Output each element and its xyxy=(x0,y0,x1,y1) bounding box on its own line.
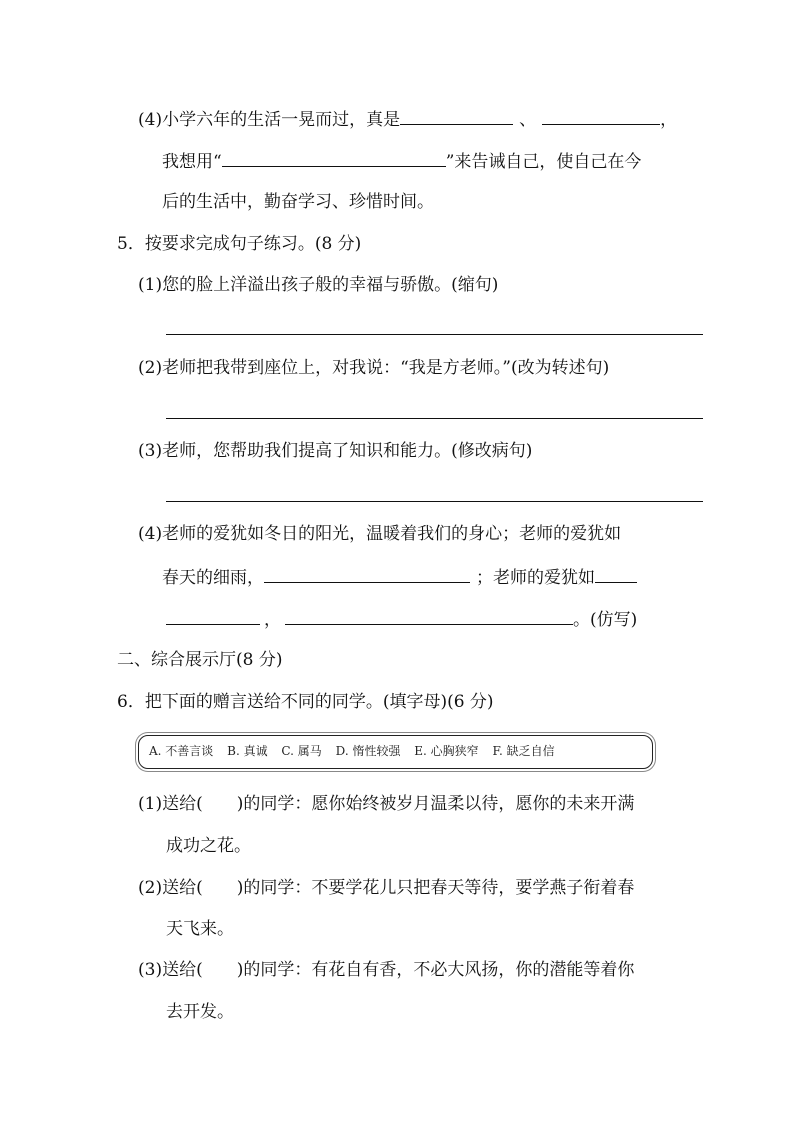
option-d: D. 惰性较强 xyxy=(335,744,401,758)
option-c: C. 属马 xyxy=(281,744,322,758)
q4-4-line3: 后的生活中，勤奋学习、珍惜时间。 xyxy=(162,192,434,212)
q6-item-3-line1: (3)送给( )的同学：有花自有香，不必大风扬，你的潜能等着你 xyxy=(138,960,635,980)
fill-blank-4[interactable] xyxy=(264,564,470,583)
option-b: B. 真诚 xyxy=(227,744,268,758)
q6-item-1-line2: 成功之花。 xyxy=(166,836,251,856)
section-2-title: 二、综合展示厅(8 分) xyxy=(117,650,283,670)
answer-line-2[interactable] xyxy=(166,418,703,419)
q5-item-4-line1: (4)老师的爱犹如冬日的阳光，温暖着我们的身心；老师的爱犹如 xyxy=(138,524,622,544)
q6-item-1-line1: (1)送给( )的同学：愿你始终被岁月温柔以待，愿你的未来开满 xyxy=(138,794,635,814)
option-a: A. 不善言谈 xyxy=(149,744,214,758)
fill-blank-5[interactable] xyxy=(595,564,637,583)
fill-blank-2[interactable] xyxy=(542,106,660,125)
q5-item-1: (1)您的脸上洋溢出孩子般的幸福与骄傲。(缩句) xyxy=(138,275,499,295)
option-f: F. 缺乏自信 xyxy=(492,744,555,758)
q5-item-3: (3)老师，您帮助我们提高了知识和能力。(修改病句) xyxy=(138,441,533,461)
q6-title: 6．把下面的赠言送给不同的同学。(填字母)(6 分) xyxy=(117,692,494,712)
options-box xyxy=(138,735,653,769)
answer-line-3[interactable] xyxy=(166,501,703,502)
q4-4-line2: 我想用“ ”来告诫自己，使自己在今 xyxy=(162,148,641,174)
q5-title: 5．按要求完成句子练习。(8 分) xyxy=(117,234,362,254)
q4-4-line1: (4)小学六年的生活一晃而过，真是 、 ， xyxy=(138,106,677,132)
q6-item-2-line1: (2)送给( )的同学：不要学花儿只把春天等待，要学燕子衔着春 xyxy=(138,878,635,898)
q5-item-4-line3: ， 。(仿写) xyxy=(166,606,637,632)
fill-blank-6[interactable] xyxy=(166,606,260,625)
fill-blank-3[interactable] xyxy=(222,148,446,167)
fill-blank-1[interactable] xyxy=(400,106,513,125)
option-e: E. 心胸狭窄 xyxy=(414,744,479,758)
q4-4-text: (4)小学六年的生活一晃而过，真是 xyxy=(138,110,401,130)
q6-item-3-line2: 去开发。 xyxy=(166,1002,234,1022)
q5-item-2: (2)老师把我带到座位上，对我说：“我是方老师。”(改为转述句) xyxy=(138,358,610,378)
q5-item-4-line2: 春天的细雨， ；老师的爱犹如 xyxy=(162,564,637,590)
q6-item-2-line2: 天飞来。 xyxy=(166,919,234,939)
answer-line-1[interactable] xyxy=(166,334,703,335)
fill-blank-7[interactable] xyxy=(285,606,573,625)
